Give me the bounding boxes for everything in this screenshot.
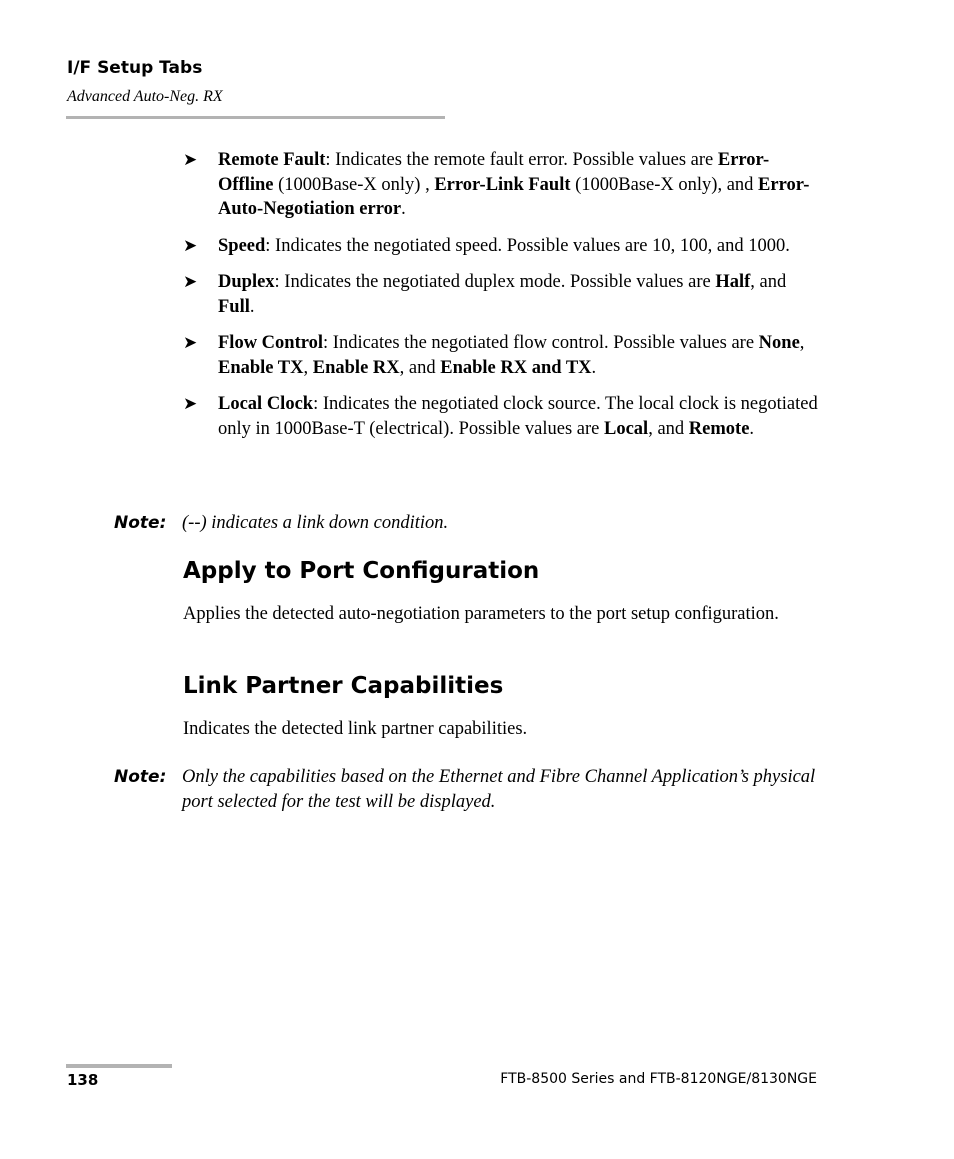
- description-text: .: [591, 357, 597, 378]
- description-text: : Indicates the remote fault error. Possible values are: [325, 150, 718, 170]
- note-text: (--) indicates a link down condition.: [182, 513, 449, 533]
- note-text: Only the capabilities based on the Ethernet and Fibre Channel Application’s physical port selected for the test will be displayed.: [182, 767, 816, 812]
- note-capabilities: [114, 765, 834, 814]
- value-term: Local: [604, 418, 649, 439]
- list-item-speed: [183, 234, 823, 259]
- description-text: : Indicates the negotiated speed. Possible values are 10, 100, and 1000.: [265, 235, 790, 256]
- list-item-flow-control: [183, 331, 823, 380]
- list-item-local-clock: [183, 392, 823, 441]
- arrow-bullet-icon: ➤: [183, 235, 198, 256]
- description-text: .: [249, 296, 255, 317]
- section-body-apply-to-port: Applies the detected auto-negotiation parameters to the port setup configuration.: [183, 604, 779, 624]
- description-text: (1000Base-X only) ,: [273, 174, 435, 195]
- running-header-title: I/F Setup Tabs: [67, 58, 203, 78]
- arrow-bullet-icon: ➤: [183, 272, 198, 292]
- term: Remote Fault: [218, 150, 326, 170]
- field-list: [183, 148, 823, 453]
- arrow-bullet-icon: ➤: [183, 394, 198, 414]
- value-term: Enable RX: [312, 357, 400, 378]
- note-label: Note:: [114, 767, 167, 787]
- list-item-remote-fault: [183, 148, 823, 222]
- value-term: Error-Link Fault: [434, 174, 571, 195]
- description-text: , and: [648, 418, 689, 439]
- description-text: : Indicates the negotiated duplex mode. Possible values are: [274, 272, 716, 292]
- section-body-link-partner: Indicates the detected link partner capabilities.: [183, 719, 528, 739]
- value-term: Half: [715, 272, 751, 292]
- running-header-subtitle: Advanced Auto-Neg. RX: [67, 88, 223, 105]
- description-text: , and: [399, 357, 441, 378]
- term: Duplex: [218, 272, 275, 292]
- description-text: : Indicates the negotiated flow control. Possible values are: [323, 333, 759, 353]
- header-rule: [66, 116, 445, 119]
- section-heading-link-partner: Link Partner Capabilities: [183, 673, 504, 699]
- page-number: 138: [67, 1071, 99, 1089]
- description-text: : Indicates the negotiated clock source. The local clock is negotiated only in 1000Base-T (electrical). Possible values are: [218, 394, 818, 439]
- list-item-duplex: [183, 270, 823, 319]
- description-text: , and: [750, 272, 787, 292]
- value-term: Remote: [688, 418, 750, 439]
- description-text: .: [749, 418, 755, 439]
- term: Speed: [218, 235, 266, 256]
- note-label: Note:: [114, 513, 167, 533]
- note-link-down: [114, 511, 834, 536]
- section-heading-apply-to-port: Apply to Port Configuration: [183, 558, 540, 584]
- arrow-bullet-icon: ➤: [183, 150, 198, 170]
- description-text: .: [401, 199, 406, 219]
- arrow-bullet-icon: ➤: [183, 333, 198, 353]
- term: Flow Control: [218, 333, 324, 353]
- value-term: None: [758, 333, 800, 353]
- value-term: Enable RX and TX: [440, 357, 592, 378]
- term: Local Clock: [218, 394, 314, 414]
- footer-rule: [66, 1064, 172, 1068]
- value-term: Enable TX: [218, 357, 304, 378]
- value-term: Error-Auto-Negotiation error: [218, 174, 810, 219]
- value-term: Error-Offline: [218, 150, 770, 195]
- description-text: (1000Base-X only), and: [570, 174, 759, 195]
- description-text: ,: [799, 333, 805, 353]
- footer-product-name: FTB-8500 Series and FTB-8120NGE/8130NGE: [500, 1071, 817, 1087]
- description-text: ,: [303, 357, 313, 378]
- value-term: Full: [218, 296, 250, 317]
